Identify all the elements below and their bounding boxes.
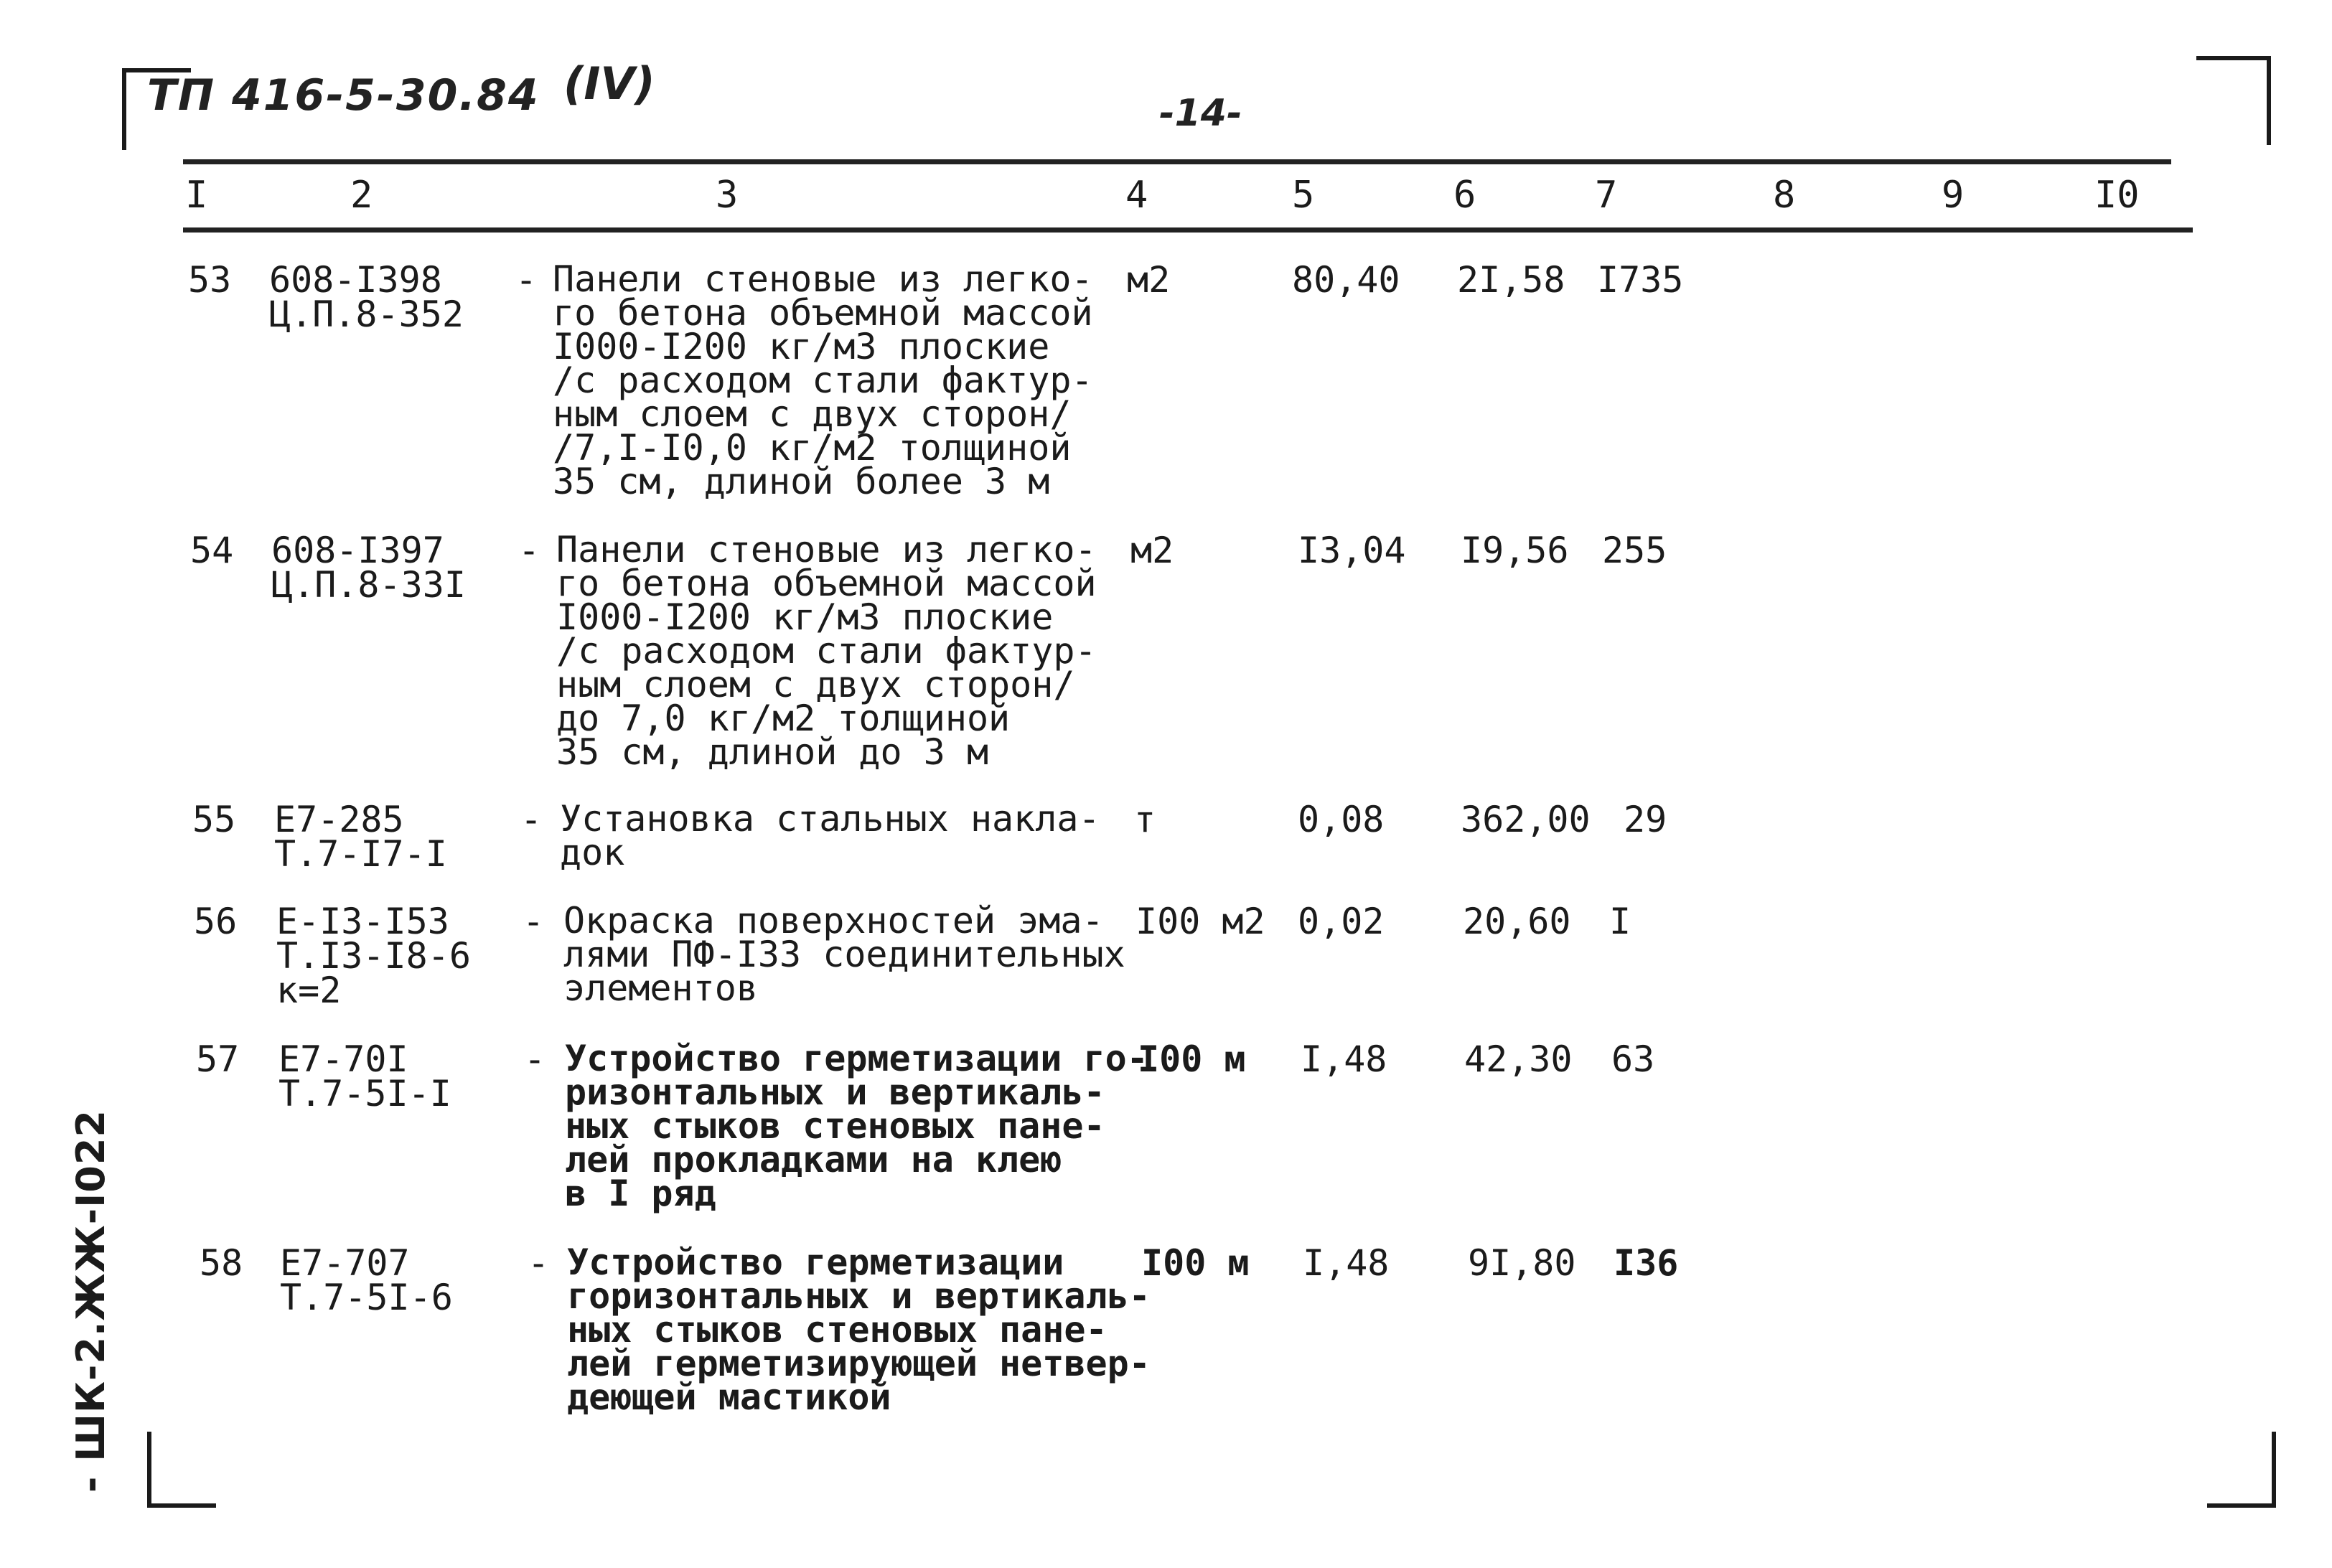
row-code: 608-I398 Ц.П.8-352 xyxy=(269,259,464,335)
row-dash: - xyxy=(518,530,540,571)
table-top-rule xyxy=(183,159,2171,164)
row-price: 9I,80 xyxy=(1468,1242,1576,1284)
col-header-8: 8 xyxy=(1773,174,1796,217)
document-code: ТП 416-5-30.84 xyxy=(147,70,540,121)
row-code: Е7-70I Т.7-5I-I xyxy=(278,1038,451,1114)
row-number: 58 xyxy=(200,1242,243,1284)
row-description: Панели стеновые из легко- го бетона объемной массой I000-I200 кг/м3 плоские /с расходом стали фактур- ным слоем с двух сторон/ /7,I-I0,0 кг/м2 толщиной 35 см, длиной более 3 м xyxy=(553,258,1093,502)
row-total: I735 xyxy=(1597,259,1684,301)
row-unit: I00 м xyxy=(1138,1038,1246,1080)
row-price: 2I,58 xyxy=(1457,259,1565,301)
col-header-3: 3 xyxy=(716,174,739,217)
row-dash: - xyxy=(528,1242,550,1284)
row-quantity: 0,02 xyxy=(1298,901,1385,942)
row-description: Устройство герметизации го- ризонтальных и вертикаль- ных стыков стеновых пане- лей прокладками на клею в I ряд xyxy=(565,1038,1148,1214)
col-header-1: I xyxy=(185,174,208,217)
col-header-5: 5 xyxy=(1292,174,1315,217)
row-unit: I00 м2 xyxy=(1135,901,1265,942)
row-total: I xyxy=(1609,901,1631,942)
row-description: Установка стальных накла- док xyxy=(560,798,1100,873)
row-code: Е-I3-I53 Т.I3-I8-6 к=2 xyxy=(276,901,471,1011)
row-dash: - xyxy=(515,259,538,301)
row-total: 63 xyxy=(1611,1038,1655,1080)
row-number: 54 xyxy=(190,530,234,571)
row-dash: - xyxy=(520,799,543,840)
col-header-10: I0 xyxy=(2094,174,2140,217)
row-number: 53 xyxy=(188,259,232,301)
row-unit: т xyxy=(1134,799,1156,840)
row-number: 55 xyxy=(192,799,236,840)
row-quantity: I3,04 xyxy=(1298,530,1406,571)
side-stamp: - ШК-2.ЖЖ-I022 xyxy=(68,1109,113,1493)
row-description: Устройство герметизации горизонтальных и вертикаль- ных стыков стеновых пане- лей герметизирующей нетвер- деющей мастикой xyxy=(567,1241,1151,1418)
col-header-7: 7 xyxy=(1595,174,1618,217)
row-number: 57 xyxy=(196,1038,240,1080)
col-header-4: 4 xyxy=(1125,174,1148,217)
row-dash: - xyxy=(524,1038,546,1080)
row-price: 362,00 xyxy=(1461,799,1591,840)
row-total: 255 xyxy=(1602,530,1667,571)
row-dash: - xyxy=(523,901,545,942)
row-code: Е7-707 Т.7-5I-6 xyxy=(280,1242,453,1318)
row-unit: м2 xyxy=(1130,530,1174,571)
row-quantity: 0,08 xyxy=(1298,799,1385,840)
col-header-6: 6 xyxy=(1453,174,1476,217)
row-description: Панели стеновые из легко- го бетона объемной массой I000-I200 кг/м3 плоские /с расходом стали фактур- ным слоем с двух сторон/ до 7,0 кг/м2 толщиной 35 см, длиной до 3 м xyxy=(556,529,1097,773)
row-price: I9,56 xyxy=(1461,530,1569,571)
row-total: 29 xyxy=(1624,799,1667,840)
col-header-2: 2 xyxy=(350,174,373,217)
page-number: -14- xyxy=(1159,92,1242,135)
row-code: Е7-285 Т.7-I7-I xyxy=(274,799,447,875)
album-mark: (IV) xyxy=(563,57,655,110)
row-price: 20,60 xyxy=(1463,901,1571,942)
row-unit: м2 xyxy=(1127,259,1171,301)
row-quantity: 80,40 xyxy=(1292,259,1400,301)
corner-mark-top-right xyxy=(2196,56,2271,145)
row-quantity: I,48 xyxy=(1301,1038,1387,1080)
row-price: 42,30 xyxy=(1464,1038,1573,1080)
row-quantity: I,48 xyxy=(1303,1242,1390,1284)
row-total: I36 xyxy=(1614,1242,1679,1284)
table-header-rule xyxy=(183,227,2193,233)
row-description: Окраска поверхностей эма- лями ПФ-I33 соединительных элементов xyxy=(563,900,1125,1009)
corner-mark-bottom-right xyxy=(2207,1432,2276,1508)
col-header-9: 9 xyxy=(1942,174,1965,217)
row-unit: I00 м xyxy=(1141,1242,1250,1284)
row-code: 608-I397 Ц.П.8-33I xyxy=(271,530,466,606)
corner-mark-bottom-left xyxy=(147,1432,216,1508)
row-number: 56 xyxy=(194,901,238,942)
